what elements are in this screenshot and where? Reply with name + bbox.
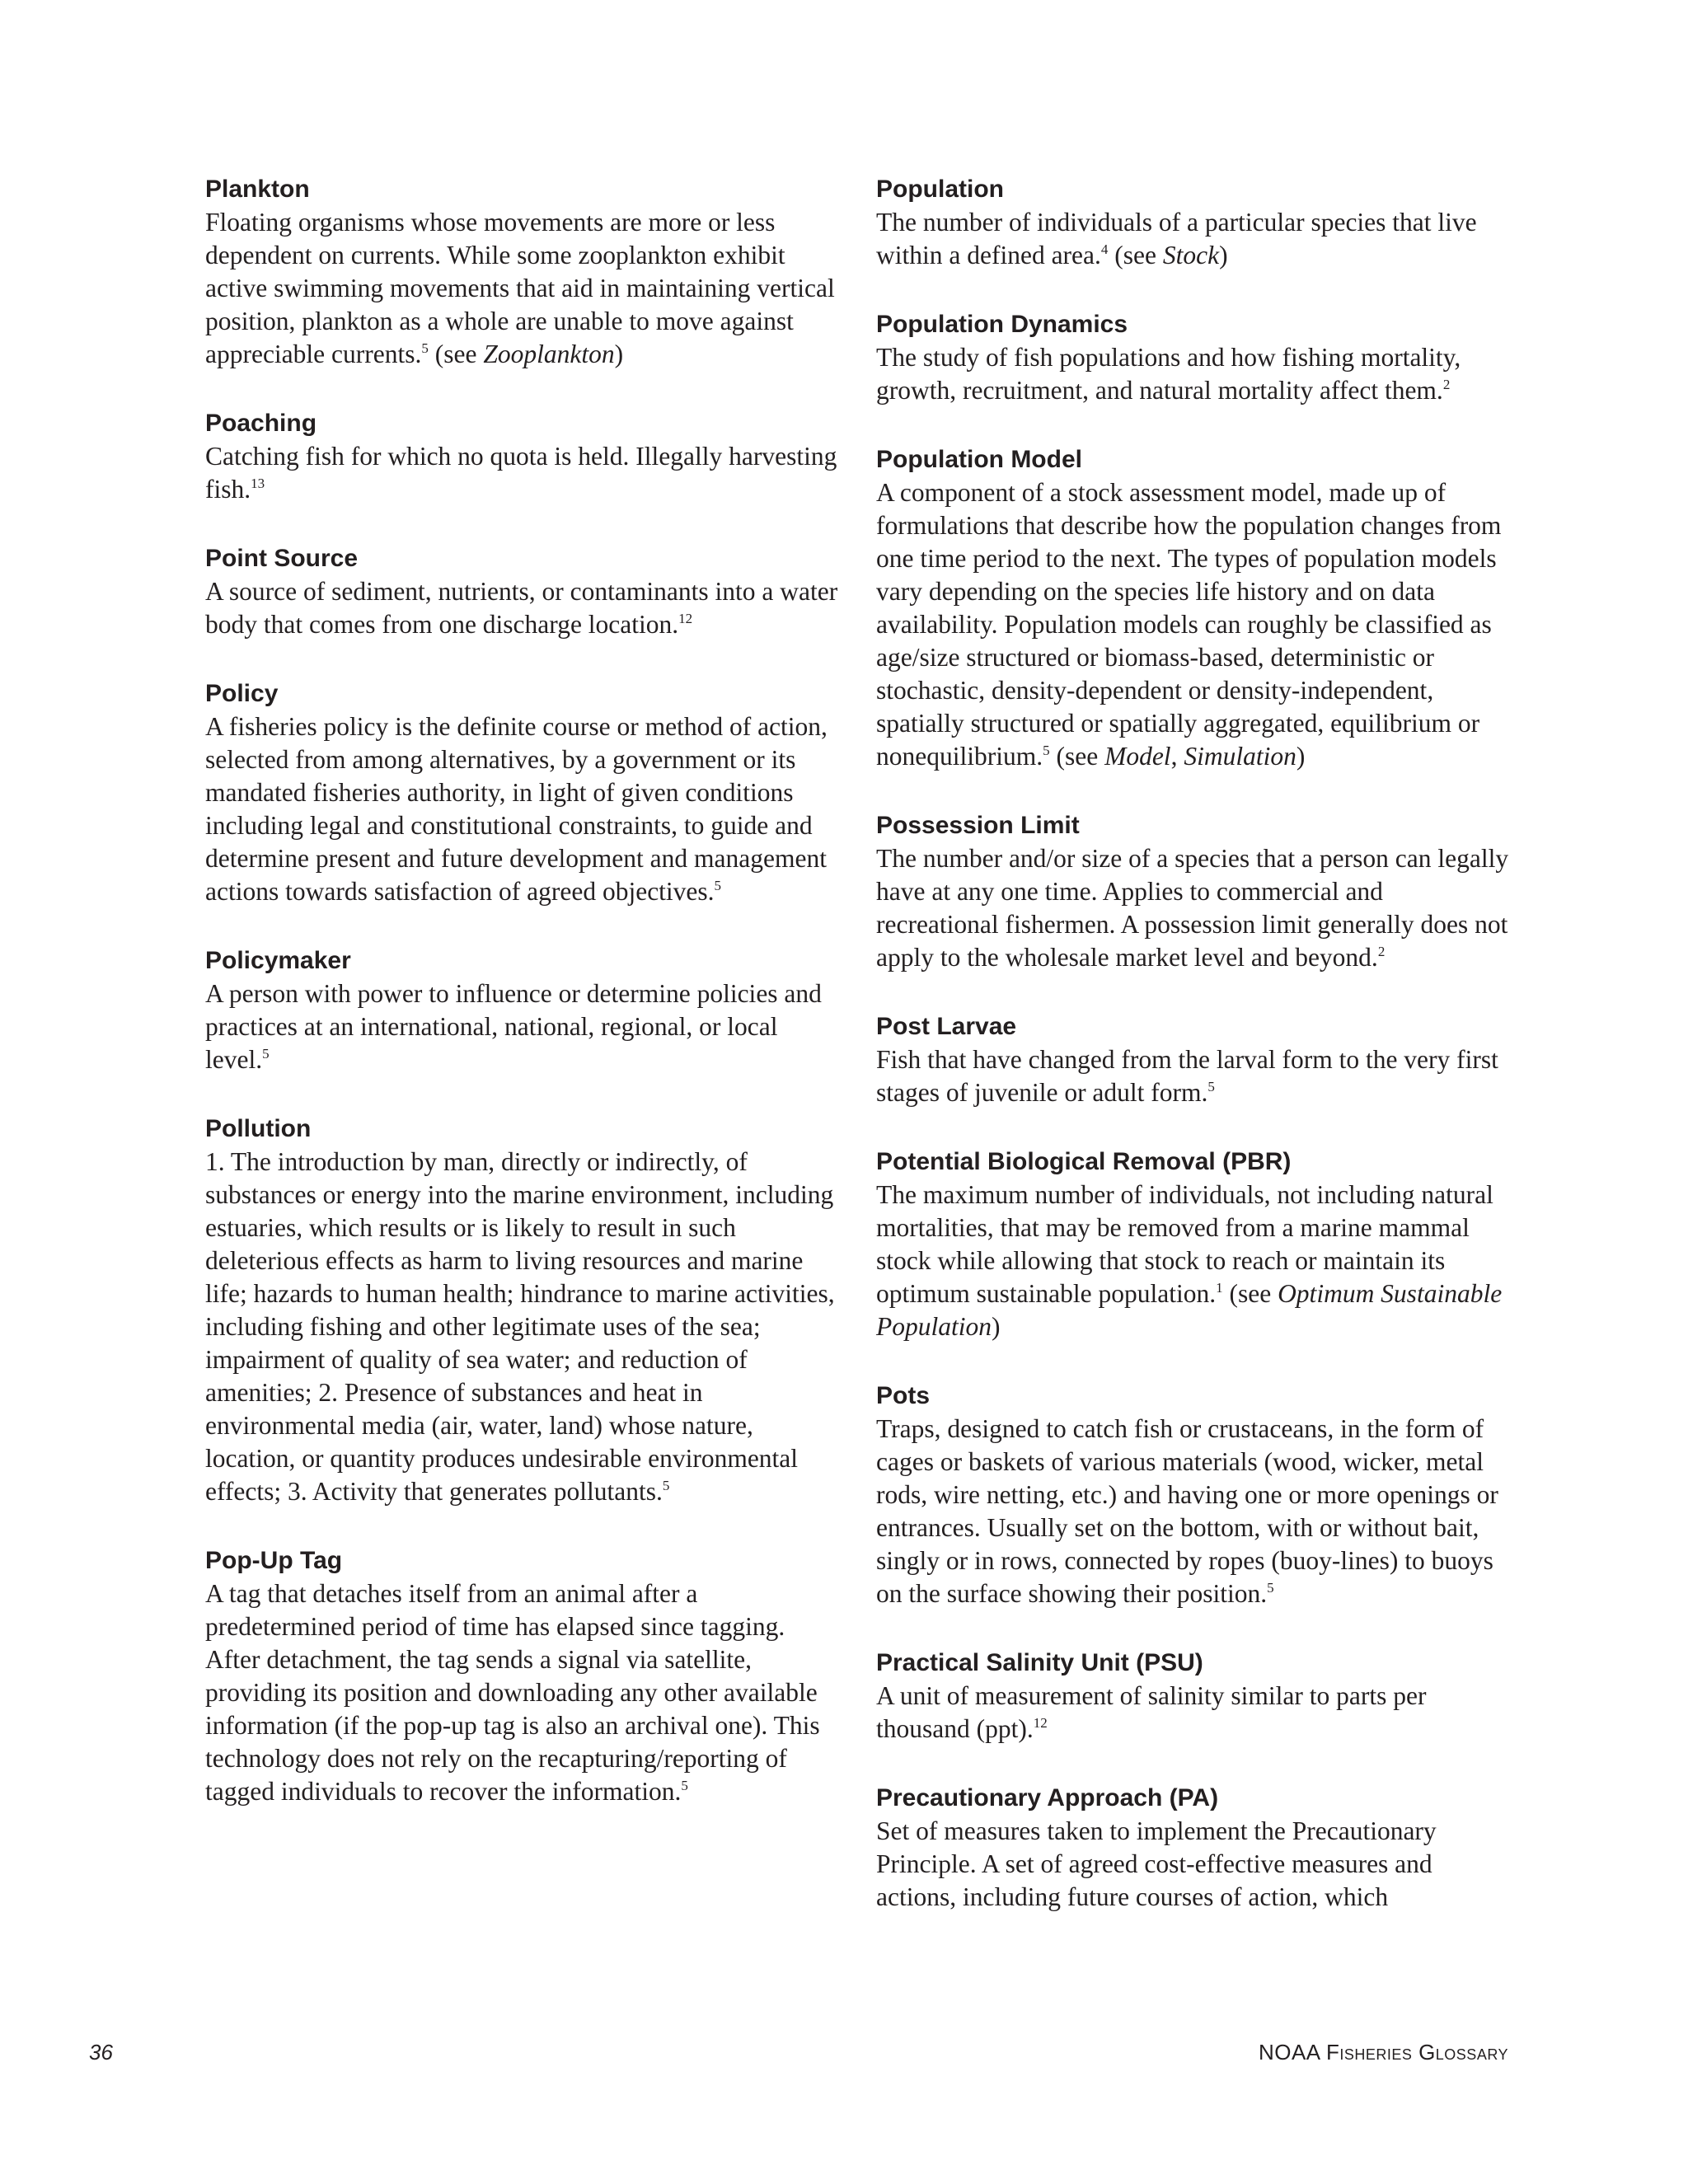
reference-superscript: 2 <box>1442 377 1451 392</box>
definition-text: A fisheries policy is the definite course or method of action, selected from among alternatives, by a government or its mandated fisheries authority, in light of given conditions including legal and constitutional constraints, to guide and determine present and future development and management actions towards satisfaction of agreed objectives. <box>205 712 828 906</box>
glossary-entry-precautionary-approach-pa <box>876 1782 1511 1914</box>
footer-prefix: NOAA <box>1258 2040 1326 2064</box>
term-definition <box>876 1680 1511 1746</box>
reference-superscript: 12 <box>1033 1715 1048 1731</box>
glossary-entry-pop-up-tag <box>205 1544 840 1808</box>
term-definition <box>205 710 840 908</box>
definition-text: Floating organisms whose movements are more or less dependent on currents. While some zooplankton exhibit active swimming movements that aid in maintaining vertical position, plankton as a whole are unable to move against appreciable currents. <box>205 208 835 368</box>
term-heading: Population <box>876 176 1004 203</box>
definition-text: The study of fish populations and how fishing mortality, growth, recruitment, and natural mortality affect them. <box>876 343 1461 405</box>
definition-text: ) <box>992 1312 1001 1341</box>
definition-text: 1. The introduction by man, directly or indirectly, of substances or energy into the marine environment, including estuaries, which results or is likely to result in such deleterious effects as harm to living resources and marine life; hazards to human health; hindrance to marine activities, including fishing and other legitimate uses of the sea; impairment of quality of sea water; and reduction of amenities; 2. Presence of substances and heat in environmental media (air, water, land) whose nature, location, or quantity produces undesirable environmental effects; 3. Activity that generates pollutants. <box>205 1147 835 1506</box>
definition-text: A unit of measurement of salinity similar to parts per thousand (ppt). <box>876 1681 1427 1743</box>
glossary-entry-population-dynamics <box>876 308 1511 407</box>
reference-superscript: 13 <box>251 476 265 491</box>
definition-text: ) <box>1296 742 1306 771</box>
reference-superscript: 2 <box>1377 944 1386 959</box>
right-column <box>876 173 1511 1950</box>
glossary-entry-possession-limit <box>876 809 1511 974</box>
definition-text: (see <box>428 340 484 368</box>
definition-text: A tag that detaches itself from an animal after a predetermined period of time has elapsed since tagging. After detachment, the tag sends a signal via satellite, providing its position and downloading any other available information (if the pop-up tag is also an archival one). This technology does not rely on the recapturing/reporting of tagged individuals to recover the information. <box>205 1579 820 1806</box>
glossary-entry-population-model <box>876 443 1511 773</box>
term-definition <box>876 341 1511 407</box>
definition-text: Fish that have changed from the larval form to the very first stages of juvenile or adult form. <box>876 1045 1498 1107</box>
glossary-entry-plankton <box>205 173 840 371</box>
term-definition <box>205 977 840 1076</box>
term-heading: Plankton <box>205 176 310 203</box>
glossary-entry-policymaker <box>205 944 840 1076</box>
reference-superscript: 5 <box>262 1046 270 1062</box>
term-definition <box>876 476 1511 773</box>
reference-superscript: 5 <box>1207 1079 1215 1094</box>
term-definition <box>876 1815 1511 1914</box>
term-heading: Population Model <box>876 446 1082 473</box>
cross-reference: Model <box>1104 742 1171 771</box>
reference-superscript: 1 <box>1216 1280 1223 1296</box>
term-heading: Pollution <box>205 1115 312 1142</box>
term-definition <box>205 1577 840 1808</box>
term-heading: Potential Biological Removal (PBR) <box>876 1148 1292 1175</box>
reference-superscript: 5 <box>714 878 722 893</box>
glossary-entry-poaching <box>205 407 840 506</box>
definition-text: ) <box>614 340 624 368</box>
definition-text: (see <box>1049 742 1105 771</box>
reference-superscript: 5 <box>681 1778 688 1793</box>
left-column <box>205 173 840 1844</box>
reference-superscript: 4 <box>1100 241 1109 257</box>
definition-text: A component of a stock assessment model, made up of formulations that describe how the population changes from one time period to the next. The types of population models vary depending on the species life history and on data availability. Population models can roughly be classified as age/size structured or biomass-based, deterministic or stochastic, density-dependent or density-independent, spatially structured or spatially aggregated, equilibrium or nonequilibrium. <box>876 478 1502 771</box>
definition-text: A person with power to influence or determine policies and practices at an international, national, regional, or local level. <box>205 979 822 1074</box>
glossary-entry-potential-biological-removal-pbr <box>876 1146 1511 1343</box>
definition-text: A source of sediment, nutrients, or contaminants into a water body that comes from one discharge location. <box>205 577 838 639</box>
term-definition <box>876 1179 1511 1343</box>
definition-text: The number and/or size of a species that a person can legally have at any one time. Applies to commercial and recreational fishermen. A possession limit generally does not apply to the wholesale market level and beyond. <box>876 844 1509 972</box>
definition-text: Traps, designed to catch fish or crustaceans, in the form of cages or baskets of various materials (wood, wicker, metal rods, wire netting, etc.) and having one or more openings or entrances. Usually set on the bottom, with or without bait, singly or in rows, connected by ropes (buoy-lines) to buoys on the surface showing their position. <box>876 1414 1498 1608</box>
cross-reference: Zooplankton <box>483 340 615 368</box>
term-heading: Possession Limit <box>876 812 1080 839</box>
term-definition <box>205 206 840 371</box>
term-heading: Policymaker <box>205 947 351 974</box>
reference-superscript: 5 <box>1267 1580 1274 1596</box>
definition-text: The maximum number of individuals, not including natural mortalities, that may be removed from a marine mammal stock while allowing that stock to reach or maintain its optimum sustainable population. <box>876 1180 1493 1308</box>
term-definition <box>205 1146 840 1508</box>
footer-publication-name: Fisheries Glossary <box>1325 2040 1508 2064</box>
term-definition <box>876 1413 1511 1610</box>
cross-reference: Optimum Sustainable Population <box>876 1279 1503 1341</box>
term-heading: Poaching <box>205 410 317 437</box>
page-number: 36 <box>89 2040 113 2064</box>
reference-superscript: 12 <box>678 611 693 626</box>
term-heading: Point Source <box>205 545 359 572</box>
term-definition <box>876 206 1511 272</box>
term-definition <box>205 440 840 506</box>
term-heading: Policy <box>205 680 279 707</box>
term-heading: Pots <box>876 1382 931 1409</box>
definition-text: (see <box>1108 241 1163 269</box>
definition-text: ) <box>1219 241 1228 269</box>
running-footer <box>1259 2040 1508 2065</box>
definition-text: Set of measures taken to implement the Precautionary Principle. A set of agreed cost-effective measures and actions, including future courses of action, which <box>876 1816 1437 1911</box>
glossary-entry-policy <box>205 677 840 908</box>
definition-text: , <box>1170 742 1184 771</box>
term-heading: Population Dynamics <box>876 311 1128 338</box>
cross-reference: Stock <box>1162 241 1220 269</box>
term-definition <box>876 842 1511 974</box>
glossary-entry-point-source <box>205 542 840 641</box>
definition-text: (see <box>1222 1279 1278 1308</box>
glossary-entry-pots <box>876 1380 1511 1610</box>
glossary-entry-pollution <box>205 1113 840 1508</box>
cross-reference: Simulation <box>1184 742 1296 771</box>
reference-superscript: 5 <box>662 1478 670 1493</box>
reference-superscript: 5 <box>421 340 429 356</box>
term-heading: Post Larvae <box>876 1013 1017 1040</box>
term-heading: Precautionary Approach (PA) <box>876 1784 1219 1811</box>
term-heading: Practical Salinity Unit (PSU) <box>876 1649 1203 1676</box>
glossary-entry-post-larvae <box>876 1010 1511 1109</box>
definition-text: Catching fish for which no quota is held. Illegally harvesting fish. <box>205 442 837 504</box>
term-definition <box>205 575 840 641</box>
term-definition <box>876 1043 1511 1109</box>
glossary-entry-population <box>876 173 1511 272</box>
reference-superscript: 5 <box>1043 743 1050 758</box>
definition-text: The number of individuals of a particular species that live within a defined area. <box>876 208 1477 269</box>
glossary-entry-practical-salinity-unit-psu <box>876 1647 1511 1746</box>
term-heading: Pop-Up Tag <box>205 1547 343 1574</box>
